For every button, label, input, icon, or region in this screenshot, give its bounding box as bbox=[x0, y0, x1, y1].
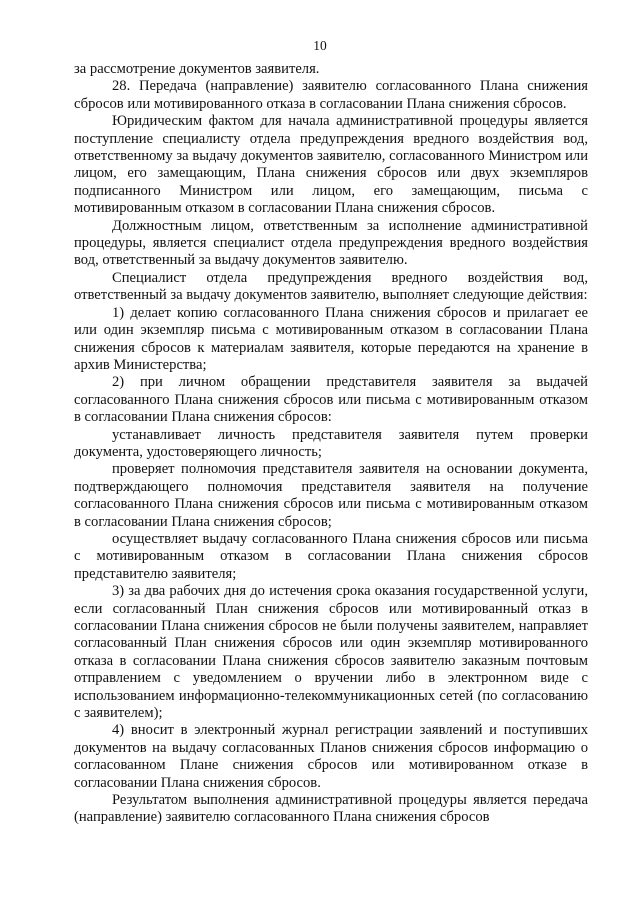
paragraph-specialist-actions: Специалист отдела предупреждения вредного воздействия вод, ответственный за выдачу документов заявителю, выполняет следующие действия: bbox=[74, 269, 588, 304]
list-item-3: 3) за два рабочих дня до истечения срока оказания государственной услуги, если согласованный План снижения сбросов или мотивированный отказ в согласовании Плана снижения сбросов не были получены заявителем, направляет согласованный План снижения сбросов или один экземпляр мотивированного отказа в согласовании Плана снижения сбросов заявителю заказным почтовым отправлением с уведомлением о вручении либо в электронном виде с использованием информационно-телекоммуникационных сетей (по согласованию с заявителем); bbox=[74, 583, 588, 722]
sub-item-identity: устанавливает личность представителя заявителя путем проверки документа, удостоверяющего личность; bbox=[74, 426, 588, 460]
section-28-heading: 28. Передача (направление) заявителю согласованного Плана снижения сбросов или мотивированного отказа в согласовании Плана снижения сбросов. bbox=[74, 78, 588, 112]
page-number: 10 bbox=[313, 38, 327, 53]
list-item-1: 1) делает копию согласованного Плана снижения сбросов и прилагает ее или один экземпляр письма с мотивированным отказом в согласовании Плана снижения сбросов к материалам заявителя, которые передаются на хранение в архив Министерства; bbox=[74, 304, 588, 373]
paragraph-responsible-official: Должностным лицом, ответственным за исполнение административной процедуры, является специалист отдела предупреждения вредного воздействия вод, ответственный за выдачу документов заявителю. bbox=[74, 217, 588, 269]
list-item-4: 4) вносит в электронный журнал регистрации заявлений и поступивших документов на выдачу согласованных Планов снижения сбросов информацию о согласованном Плане снижения сбросов или мотивированном отказе в согласовании Плана снижения сбросов. bbox=[74, 722, 588, 791]
paragraph-continuation: за рассмотрение документов заявителя. bbox=[74, 61, 320, 77]
document-body bbox=[74, 61, 588, 827]
paragraph-legal-fact: Юридическим фактом для начала административной процедуры является поступление специалисту отдела предупреждения вредного воздействия вод, ответственному за выдачу документов заявителю, согласованного Министром или лицом, его замещающим, Плана снижения сбросов или двух экземпляров подписанного Министром или лицом, его замещающим, письма с мотивированным отказом в согласовании Плана снижения сбросов. bbox=[74, 113, 588, 217]
list-item-2: 2) при личном обращении представителя заявителя за выдачей согласованного Плана снижения сбросов или письма с мотивированным отказом в согласовании Плана снижения сбросов: bbox=[74, 374, 588, 426]
sub-item-issuance: осуществляет выдачу согласованного Плана снижения сбросов или письма с мотивированным отказом в согласовании Плана снижения сбросов представителю заявителя; bbox=[74, 530, 588, 582]
paragraph-result: Результатом выполнения административной процедуры является передача (направление) заявителю согласованного Плана снижения сбросов bbox=[74, 792, 588, 826]
sub-item-authority: проверяет полномочия представителя заявителя на основании документа, подтверждающего полномочия представителя заявителя на получение согласованного Плана снижения сбросов или письма с мотивированным отказом в согласовании Плана снижения сбросов; bbox=[74, 461, 588, 530]
